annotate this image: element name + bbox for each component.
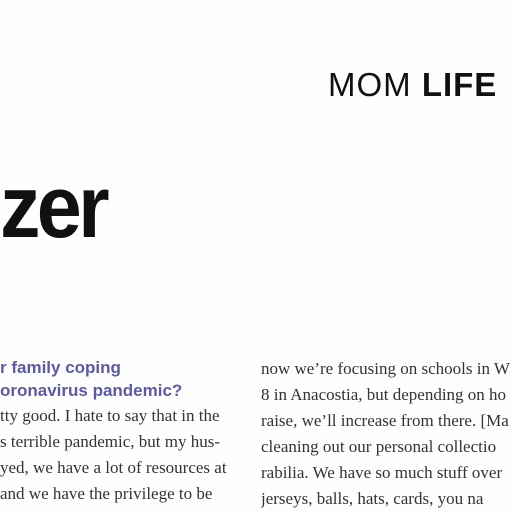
question-line: oronavirus pandemic? [0,381,183,400]
interview-answer [0,403,240,507]
section-header [328,68,497,101]
interview-question [0,356,240,402]
body-line: cleaning out our personal collectio [261,437,497,456]
section-header-light: MOM [328,66,422,103]
body-line: raise, we’ll increase from there. [Ma [261,411,509,430]
answer-line: tty good. I hate to say that in the [0,406,220,425]
right-column [261,356,512,512]
answer-line: yed, we have a lot of resources at [0,458,227,477]
body-line: rabilia. We have so much stuff over [261,463,503,482]
section-header-bold: LIFE [421,66,498,103]
answer-line: and we have the privilege to be [0,484,213,503]
body-line: 8 in Anacostia, but depending on ho [261,385,507,404]
body-line: jerseys, balls, hats, cards, you na [261,489,484,508]
article-headline: zer [0,157,106,256]
question-line: r family coping [0,358,121,377]
left-column [0,356,240,507]
body-line: now we’re focusing on schools in W [261,359,510,378]
answer-line: s terrible pandemic, but my hus- [0,432,221,451]
